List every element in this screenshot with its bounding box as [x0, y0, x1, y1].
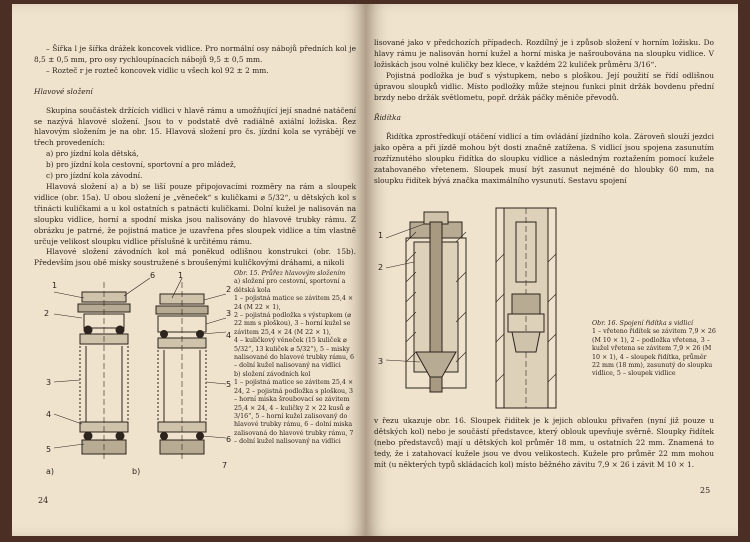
caption-line: 4 – kuličkový věneček (15 kuliček ⌀ 5/32“, 13 kuliček ⌀ 5/32“), 5 – misky nalisované do hlavové trubky rámu, 6 – dolní kužel nalisovaný na vidlici — [234, 337, 355, 370]
paragraph: Hlavové složení závodních kol má poněkud odlišnou konstrukci (obr. 15b). Především jsou obě misky soustružené s broušenými kuličkovými dráhami, a nikoli — [34, 247, 356, 268]
paragraph: – Rozteč r je rozteč koncovek vidlic u všech kol 92 ± 2 mm. — [46, 65, 269, 75]
caption-line: 1 – pojistná matice se závitem 25,4 × 24 (M 22 × 1), — [234, 295, 354, 311]
left-page — [12, 4, 366, 536]
fig-label: 3 — [46, 378, 52, 387]
fig-label: 6 — [150, 272, 156, 280]
fig-label: 4 — [226, 331, 232, 340]
paragraph: Pojistná podložka je buď s výstupkem, nebo s ploškou. Její použití se řídí odlišnou úpravou sloupků vidlic. Místo podložky může stejnou funkci plnit držák bovdenu přední brzdy nebo držák světlometu, popř. držák páčky měniče převodů. — [374, 70, 714, 102]
left-text-top — [34, 44, 356, 269]
paragraph: Hlavová složení a) a b) se liší pouze připojovacími rozměry na rám a sloupek vidlice (obr. 15a). U obou složení je „věneček“ s kuličkami ⌀ 5/32“, u dětských kol s třinácti kuličkami a u kol ostatních s patnácti kuličkami. Dolní kužel je nalisován na sloupku vidlice, horní a spodní miska jsou nalisovány do hlavové trubky rámu. Z obrázku je patrné, že pojistná matice je uzavřena přes sloupek vidlice a tím vlastně určuje velikost sloupku vidlice příslušné k určitému rámu. — [34, 181, 356, 246]
right-page — [366, 4, 738, 536]
paragraph: Skupina součástek držících vidlici v hlavě rámu a umožňující její snadné natáčení se nazývá hlavové složení. Jsou to v podstatě dvě radiálně axiální ložiska. Řez hlavovým složením je na obr. 15. Hlavová složení pro čs. jízdní kola se vyrábějí ve třech provedeních: — [34, 105, 356, 148]
caption-title: Obr. 16. Spojení řidítka s vidlicí — [592, 320, 693, 327]
fig-label: 2 — [378, 263, 384, 272]
page-number: 24 — [38, 496, 49, 505]
fig-label: 1 — [178, 272, 184, 280]
caption-line: b) složení závodních kol — [234, 370, 311, 378]
fig-label: 1 — [378, 231, 384, 240]
list-item: c) pro jízdní kola závodní. — [46, 171, 143, 181]
page-number: 25 — [700, 486, 711, 495]
fig-label: 6 — [226, 435, 232, 444]
figure-16 — [376, 202, 586, 412]
figure-15 — [32, 272, 232, 480]
fig-label: 2 — [226, 285, 232, 294]
right-text-bottom — [374, 416, 714, 471]
fig-label: 2 — [44, 309, 50, 318]
list-item: b) pro jízdní kola cestovní, sportovní a pro mládež, — [46, 160, 237, 170]
list-item: a) pro jízdní kola dětská, — [46, 149, 139, 159]
caption-line: 2 – pojistná podložka s výstupkem (⌀ 22 mm s ploškou), 3 – horní kužel se závitem 25,4 × 24 (M 22 × 1), — [234, 312, 352, 336]
right-text-top — [374, 38, 714, 187]
paragraph: v řezu ukazuje obr. 16. Sloupek řidítek je k jejich oblouku přivařen (nyní již pouze u dětských kol) nebo je součástí představce, který oblouk upevňuje svěrně. Sloupky řidítek (nebo představců) mají u dětských kol průměr 18 mm, u ostatních 22 mm. Znamená to tedy, že i zatahovací kužele jsou ve dvou velikostech. Kužele pro průměr 22 mm mohou mít (u některých typů skládacích kol) místo běžného závitu 7,9 × 26 i závit M 10 × 1. — [374, 416, 714, 469]
paragraph: Řidítka zprostředkují otáčení vidlicí a tím ovládání jízdního kola. Zároveň slouží jezdci jako opěra a při jízdě mohou být dosti značně zatížena. S vidlicí jsou spojena zasunutím rozříznutého sloupku řidítka do sloupku vidlice a následným roztažením pomocí kužele zatahovaného vřetenem. Sloupek musí být zasunut nejméně do hloubky 60 mm, na sloupku řidítek bývá značka maximálního vysunutí. Sestavu spojení — [374, 132, 714, 185]
figure-16-caption — [592, 320, 716, 379]
figure-15-caption — [234, 270, 356, 447]
fig-label: b) — [132, 467, 141, 476]
fig-label: 7 — [222, 461, 228, 470]
fig-label: 3 — [378, 357, 384, 366]
paragraph: – Šířka l je šířka drážek koncovek vidlice. Pro normální osy nábojů předních kol je 8,5 ± 0,5 mm, pro osy rychloupínacích nábojů 9,5 ± 0,5 mm. — [34, 44, 356, 64]
caption-line: 1 – vřeteno řidítek se závitem 7,9 × 26 (M 10 × 1), 2 – podložka vřetena, 3 – kužel vřetena se závitem 7,9 × 26 (M 10 × 1), 4 – sloupek řidítka, průměr 22 mm (18 mm), zasunutý do sloupku vidlice, 5 – sloupek vidlice — [592, 328, 716, 378]
caption-title: Obr. 15. Průřez hlavovým složením — [234, 270, 346, 277]
fig-label: 3 — [226, 309, 232, 318]
caption-line: 1 – pojistná matice se závitem 25,4 × 24, 2 – pojistná podložka s ploškou, 3 – horní miska šroubovací se závitem 25,4 × 24, 4 – kuličky 2 × 22 kusů ⌀ 3/16“, 5 – horní kužel zalisovaný do hlavové trubky rámu, 6 – dolní miska zalisovaná do hlavové trubky rámu, 7 – dolní kužel nalisovaný na vidlici — [234, 379, 354, 446]
section-heading: Hlavové složení — [34, 86, 93, 96]
fig-label: 5 — [46, 445, 52, 454]
fig-label: a) — [46, 467, 55, 476]
paragraph: lisované jako v předchozích případech. Rozdílný je i způsob složení v horním ložisku. Do hlavy rámu je nalisován horní kužel a horní miska je našroubována na sloupku vidlice. V ložiskách jsou volné kuličky bez klece, v každém 22 kuliček průměru 3/16“. — [374, 38, 714, 69]
fig-label: 5 — [226, 380, 232, 389]
fig-label: 1 — [52, 281, 58, 290]
fig-label: 4 — [46, 410, 52, 419]
caption-line: a) složení pro cestovní, sportovní a dětská kola — [234, 278, 346, 294]
section-heading: Řidítka — [374, 113, 401, 123]
